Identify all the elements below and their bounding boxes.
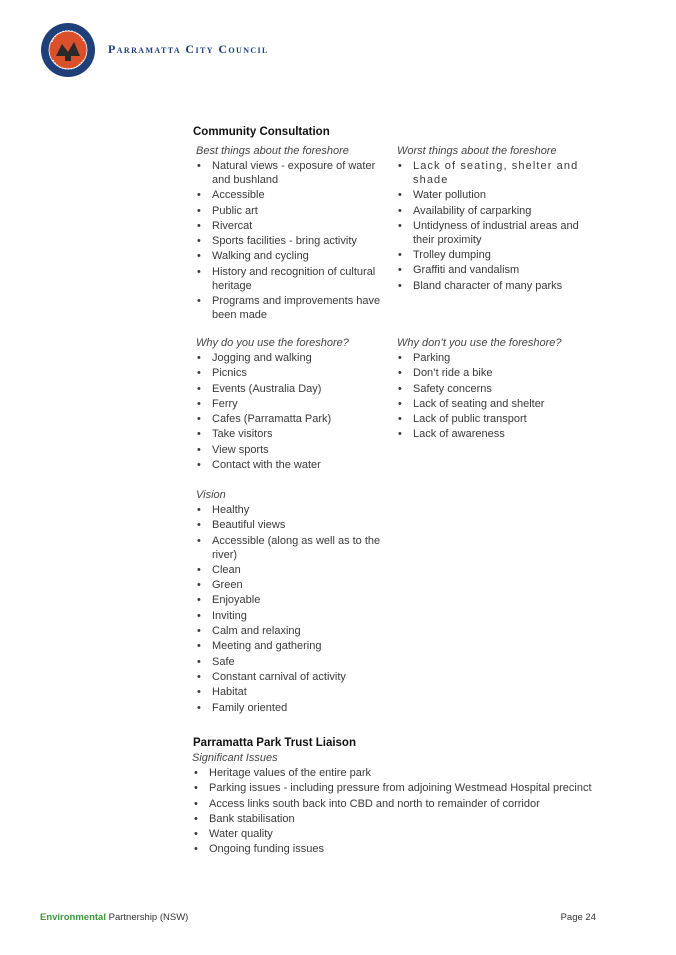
list-item: • Availability of carparking <box>394 204 589 218</box>
list-item: • Green <box>193 578 388 592</box>
list-item: • Accessible (along as well as to the river) <box>193 534 388 562</box>
worst-things-heading: Worst things about the foreshore <box>397 145 557 157</box>
footer-accent: Environmental <box>40 912 106 923</box>
best-things-block <box>193 144 388 323</box>
why-not-heading: Why don’t you use the foreshore? <box>397 337 562 349</box>
list-item: • Beautiful views <box>193 518 388 532</box>
list-item: • Constant carnival of activity <box>193 670 388 684</box>
why-use-list <box>193 351 388 472</box>
why-use-heading: Why do you use the foreshore? <box>196 337 349 349</box>
list-item: • Natural views - exposure of water and bushland <box>193 159 388 187</box>
list-item: • Cafes (Parramatta Park) <box>193 412 388 426</box>
significant-issues-block <box>190 751 610 858</box>
org-name: Parramatta City Council <box>108 42 269 56</box>
list-item: • Lack of seating, shelter and shade <box>394 159 589 187</box>
list-item: • Lack of awareness <box>394 427 589 441</box>
list-item: • View sports <box>193 443 388 457</box>
list-item: • Enjoyable <box>193 593 388 607</box>
list-item: • Water quality <box>190 827 610 841</box>
list-item: • Graffiti and vandalism <box>394 263 589 277</box>
why-not-list <box>394 351 589 441</box>
list-item: • History and recognition of cultural heritage <box>193 265 388 293</box>
best-things-heading: Best things about the foreshore <box>196 145 349 157</box>
list-item: • Jogging and walking <box>193 351 388 365</box>
section-title-park-trust-liaison: Parramatta Park Trust Liaison <box>193 737 356 749</box>
list-item: • Sports facilities - bring activity <box>193 234 388 248</box>
list-item: • Programs and improvements have been made <box>193 294 388 322</box>
list-item: • Safety concerns <box>394 382 589 396</box>
list-item: • Bank stabilisation <box>190 812 610 826</box>
list-item: • Calm and relaxing <box>193 624 388 638</box>
list-item: • Ongoing funding issues <box>190 842 610 856</box>
why-not-block <box>394 336 589 443</box>
significant-issues-heading: Significant Issues <box>192 752 278 764</box>
best-things-list <box>193 159 388 322</box>
list-item: • Walking and cycling <box>193 249 388 263</box>
list-item: • Lack of seating and shelter <box>394 397 589 411</box>
list-item: • Don’t ride a bike <box>394 366 589 380</box>
footer-org <box>40 912 188 923</box>
list-item: • Heritage values of the entire park <box>190 766 610 780</box>
list-item: • Lack of public transport <box>394 412 589 426</box>
list-item: • Healthy <box>193 503 388 517</box>
list-item: • Untidyness of industrial areas and their proximity <box>394 219 589 247</box>
list-item: • Safe <box>193 655 388 669</box>
list-item: • Access links south back into CBD and north to remainder of corridor <box>190 797 610 811</box>
list-item: • Rivercat <box>193 219 388 233</box>
list-item: • Accessible <box>193 188 388 202</box>
footer-org-text: Partnership (NSW) <box>106 912 189 923</box>
why-use-block <box>193 336 388 473</box>
list-item: • Inviting <box>193 609 388 623</box>
page-number: Page 24 <box>560 912 596 923</box>
list-item: • Public art <box>193 204 388 218</box>
significant-issues-list <box>190 766 610 856</box>
list-item: • Clean <box>193 563 388 577</box>
list-item: • Events (Australia Day) <box>193 382 388 396</box>
list-item: • Bland character of many parks <box>394 279 589 293</box>
list-item: • Meeting and gathering <box>193 639 388 653</box>
vision-list <box>193 503 388 715</box>
worst-things-list <box>394 159 589 293</box>
list-item: • Contact with the water <box>193 458 388 472</box>
list-item: • Ferry <box>193 397 388 411</box>
list-item: • Parking issues - including pressure from adjoining Westmead Hospital precinct <box>190 781 610 795</box>
section-title-community-consultation: Community Consultation <box>193 126 330 138</box>
list-item: • Trolley dumping <box>394 248 589 262</box>
list-item: • Water pollution <box>394 188 589 202</box>
list-item: • Picnics <box>193 366 388 380</box>
worst-things-block <box>394 144 589 294</box>
council-seal-icon <box>40 22 96 78</box>
list-item: • Take visitors <box>193 427 388 441</box>
list-item: • Parking <box>394 351 589 365</box>
vision-heading: Vision <box>196 489 226 501</box>
list-item: • Family oriented <box>193 701 388 715</box>
vision-block <box>193 488 388 716</box>
list-item: • Habitat <box>193 685 388 699</box>
